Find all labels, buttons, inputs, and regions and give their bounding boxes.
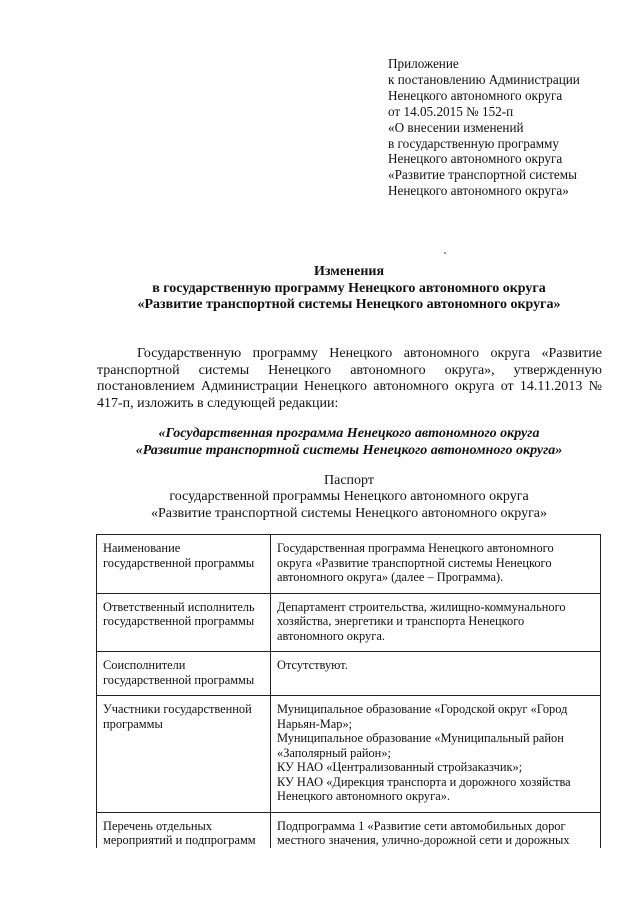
value-line: Департамент строительства, жилищно-коммунального [277, 599, 566, 614]
row-label [97, 535, 271, 594]
label-line: программы [103, 716, 163, 731]
value-line: автономного округа. [277, 628, 385, 643]
row-value [271, 535, 601, 594]
row-label [97, 812, 271, 848]
value-line: «Заполярный район»; [277, 745, 391, 760]
label-line: Соисполнители [103, 658, 186, 672]
passport-table [96, 534, 601, 848]
value-line: КУ НАО «Централизованный стройзаказчик»; [277, 760, 523, 774]
row-label [97, 696, 271, 813]
annex-line: «Развитие транспортной системы [388, 167, 577, 183]
value-line: местного значения, улично-дорожной сети и дорожных [277, 833, 570, 847]
row-label [97, 652, 271, 696]
label-line: Участники государственной [103, 702, 252, 716]
value-line: Нарьян-Мар»; [277, 716, 353, 731]
passport-heading [96, 473, 602, 522]
value-line: округа «Развитие транспортной системы Ненецкого [277, 555, 552, 570]
program-title-line: «Государственная программа Ненецкого автономного округа [158, 426, 540, 441]
annex-line: от 14.05.2015 № 152-п [388, 103, 514, 119]
row-label [97, 593, 271, 652]
value-line: Отсутствуют. [277, 658, 348, 672]
table-row [97, 652, 601, 696]
passport-line: Паспорт [324, 473, 374, 488]
table-row [97, 535, 601, 594]
table-row [97, 593, 601, 652]
scan-speck [444, 252, 446, 254]
program-title [96, 426, 602, 459]
annex-line: в государственную программу [388, 135, 559, 151]
row-value [271, 812, 601, 848]
value-line: Муниципальное образование «Муниципальный район [277, 731, 564, 745]
intro-paragraph: Государственную программу Ненецкого автономного округа «Развитие транспортной системы Ненецкого автономного округа», утвержденную постановлением Администрации Ненецкого автономного округа от 14.11.2013 № 417-п, изложить в следующей редакции: [97, 346, 602, 411]
label-line: Наименование [103, 541, 181, 555]
annex-line: «О внесении изменений [388, 119, 524, 135]
value-line: Ненецкого автономного округа». [277, 789, 450, 803]
row-value [271, 593, 601, 652]
passport-line: государственной программы Ненецкого автономного округа [169, 489, 529, 505]
table-row [97, 696, 601, 813]
label-line: мероприятий и подпрограмм [103, 833, 256, 847]
label-line: Перечень отдельных [103, 818, 213, 833]
value-line: Государственная программа Ненецкого автономного [277, 541, 554, 555]
value-line: Подпрограмма 1 «Развитие сети автомобильных дорог [277, 818, 566, 833]
annex-line: Ненецкого автономного округа [388, 151, 563, 167]
document-title [96, 264, 602, 314]
annex-line: к постановлению Администрации [388, 71, 580, 87]
label-line: Ответственный исполнитель [103, 599, 255, 614]
title-line: «Развитие транспортной системы Ненецкого автономного округа» [137, 297, 561, 312]
annex-line: Приложение [388, 56, 459, 71]
program-title-line: «Развитие транспортной системы Ненецкого автономного округа» [135, 442, 563, 458]
value-line: КУ НАО «Дирекция транспорта и дорожного хозяйства [277, 774, 571, 789]
annex-line: Ненецкого автономного округа» [388, 183, 569, 199]
label-line: государственной программы [103, 555, 255, 570]
title-line: в государственную программу Ненецкого автономного округа [152, 280, 546, 296]
table-row [97, 812, 601, 848]
row-value [271, 696, 601, 813]
value-line: Муниципальное образование «Городской округ «Город [277, 702, 568, 716]
row-value [271, 652, 601, 696]
value-line: автономного округа» (далее – Программа). [277, 570, 504, 584]
label-line: государственной программы [103, 614, 255, 628]
annex-header [388, 56, 580, 199]
title-line: Изменения [313, 264, 385, 279]
value-line: хозяйства, энергетики и транспорта Ненецкого [277, 614, 525, 628]
passport-line: «Развитие транспортной системы Ненецкого автономного округа» [150, 505, 548, 521]
annex-line: Ненецкого автономного округа [388, 87, 563, 103]
label-line: государственной программы [103, 672, 255, 687]
